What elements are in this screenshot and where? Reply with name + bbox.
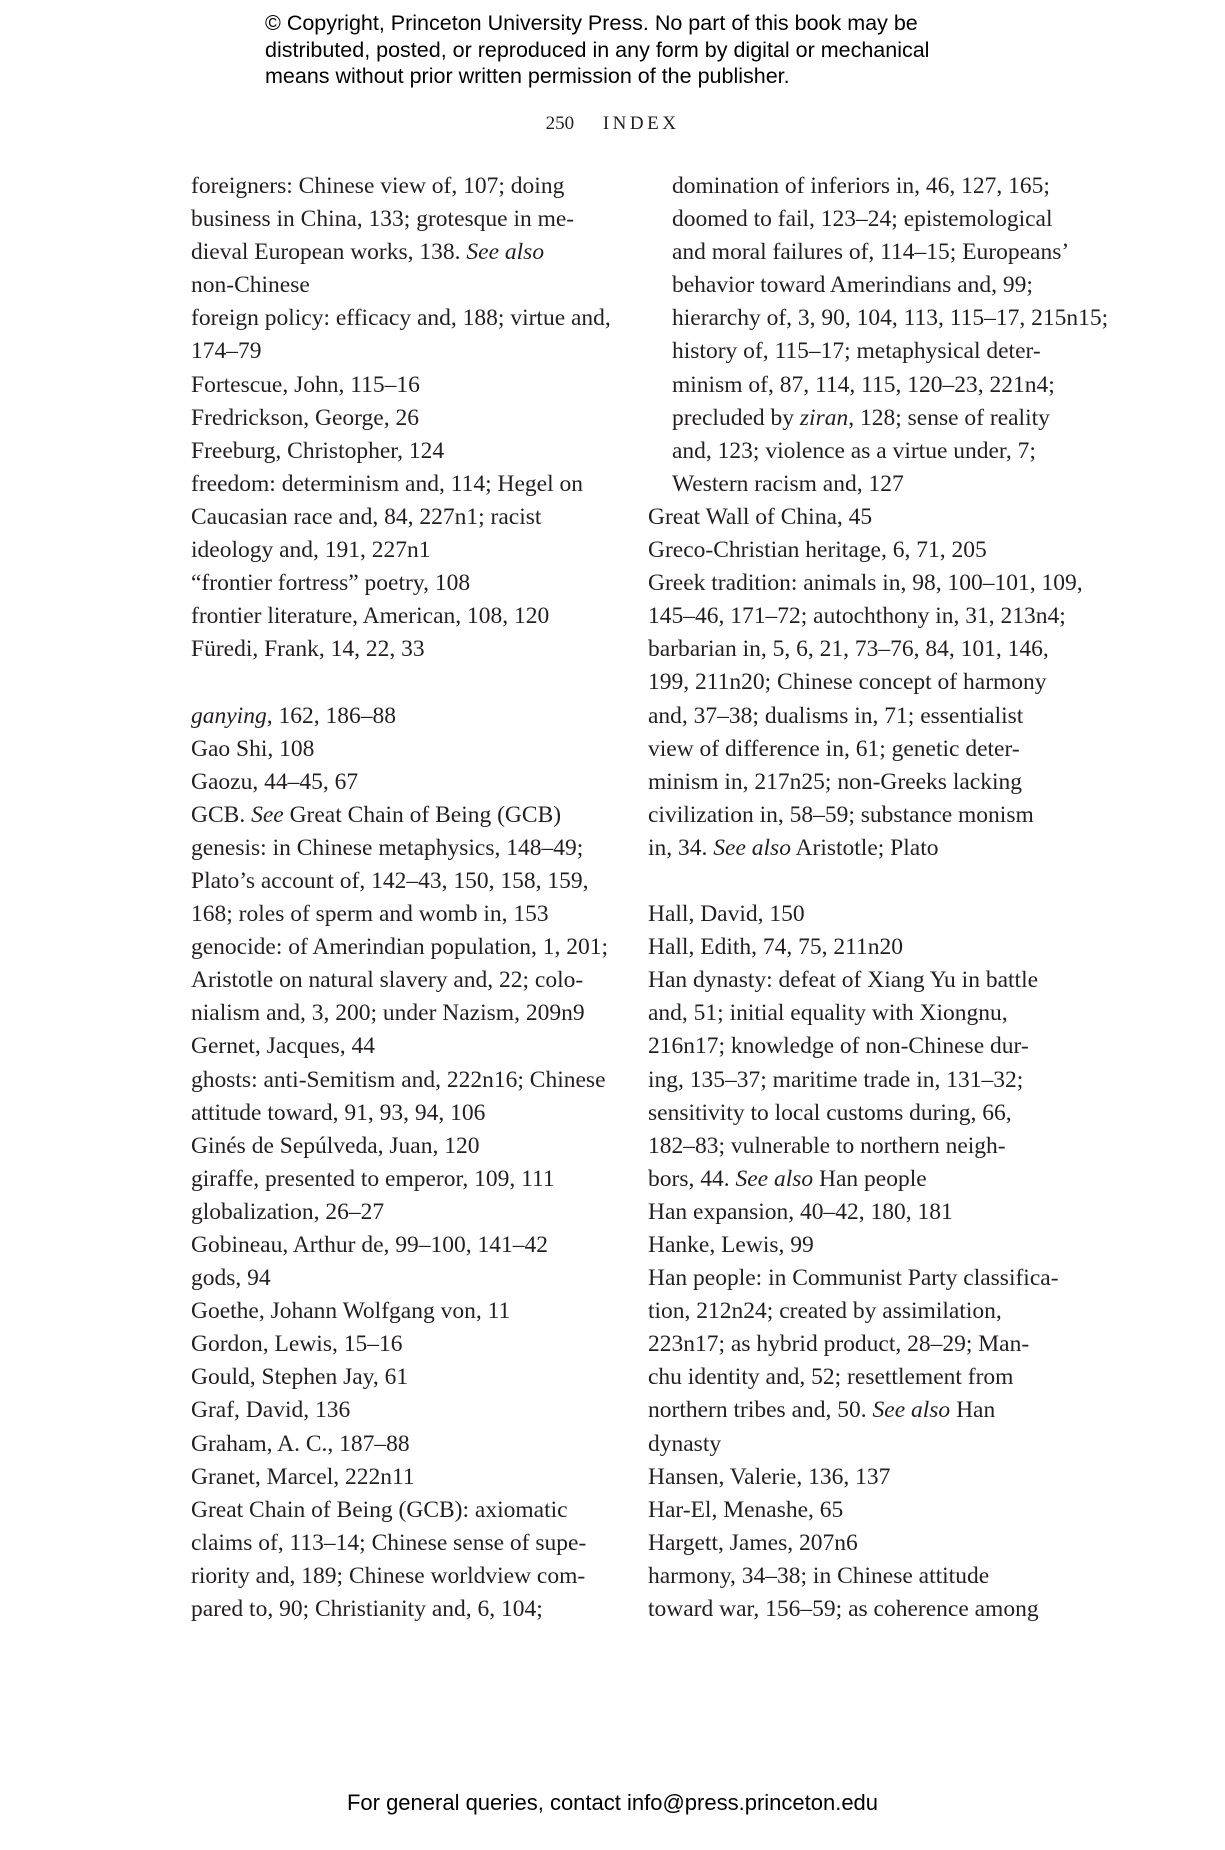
entry-text: Han expansion, 40–42, 180, 181 xyxy=(648,1198,953,1225)
index-entry-line xyxy=(191,1064,606,1097)
entry-text: and, 51; initial equality with Xiongnu, xyxy=(648,1000,1008,1027)
index-entry xyxy=(648,931,1063,964)
index-entry-line xyxy=(648,1030,1063,1063)
index-entry-line xyxy=(191,335,606,368)
index-entry xyxy=(191,302,611,368)
index-entry xyxy=(191,1196,606,1229)
entry-text: in, 34. xyxy=(648,834,714,861)
index-entry-line xyxy=(191,1527,606,1560)
index-entry-line xyxy=(191,832,606,865)
entry-text: view of difference in, 61; genetic deter- xyxy=(648,735,1020,762)
entry-text: globalization, 26–27 xyxy=(191,1198,385,1225)
index-entry-line xyxy=(648,1461,1063,1494)
entry-text: ing, 135–37; maritime trade in, 131–32; xyxy=(648,1066,1024,1093)
index-entry xyxy=(191,369,606,402)
entry-text: gods, 94 xyxy=(191,1265,271,1292)
entry-text: Caucasian race and, 84, 227n1; racist xyxy=(191,503,542,530)
index-entry-line xyxy=(191,1593,606,1626)
entry-text: Western racism and, 127 xyxy=(672,470,904,497)
index-entry-line xyxy=(648,1196,1063,1229)
index-entry-line xyxy=(672,203,1063,236)
index-entry xyxy=(191,1461,606,1494)
letter-section-gap xyxy=(648,865,1063,898)
index-entry-line xyxy=(191,435,606,468)
index-entry-line xyxy=(191,1328,606,1361)
entry-text: Har-El, Menashe, 65 xyxy=(648,1496,844,1523)
entry-text: northern tribes and, 50. xyxy=(648,1397,873,1424)
index-entry xyxy=(191,1130,606,1163)
entry-text: Graham, A. C., 187–88 xyxy=(191,1430,410,1457)
entry-text: Hansen, Valerie, 136, 137 xyxy=(648,1463,891,1490)
index-entry-line xyxy=(191,600,606,633)
index-entry xyxy=(648,898,1063,931)
index-entry xyxy=(648,1196,1063,1229)
index-entry xyxy=(648,1527,1063,1560)
entry-text: minism of, 87, 114, 115, 120–23, 221n4; xyxy=(672,371,1055,398)
entry-text: , 162, 186–88 xyxy=(266,702,396,729)
index-entry xyxy=(648,1262,1063,1461)
entry-text: and, 37–38; dualisms in, 71; essentialist xyxy=(648,702,1024,729)
entry-text: 145–46, 171–72; autochthony in, 31, 213n4; xyxy=(648,603,1066,630)
entry-text: 216n17; knowledge of non-Chinese dur- xyxy=(648,1033,1029,1060)
index-entry-line xyxy=(672,468,1063,501)
entry-text: Hall, Edith, 74, 75, 211n20 xyxy=(648,934,904,961)
entry-text: Graf, David, 136 xyxy=(191,1397,351,1424)
index-entry-line xyxy=(648,1295,1063,1328)
entry-text: sensitivity to local customs during, 66, xyxy=(648,1099,1012,1126)
index-entry-line xyxy=(648,1527,1063,1560)
index-entry-line xyxy=(191,898,606,931)
entry-text: foreigners: Chinese view of, 107; doing xyxy=(191,173,565,199)
entry-text: Gobineau, Arthur de, 99–100, 141–42 xyxy=(191,1232,549,1258)
entry-text: 223n17; as hybrid product, 28–29; Man- xyxy=(648,1331,1030,1358)
index-entry-line xyxy=(191,302,611,335)
italic-text: See also xyxy=(466,239,545,266)
entry-text: Hargett, James, 207n6 xyxy=(648,1529,858,1556)
index-entry xyxy=(648,1494,1063,1527)
entry-text: Great Wall of China, 45 xyxy=(648,503,873,530)
entry-text: nialism and, 3, 200; under Nazism, 209n9 xyxy=(191,1000,585,1027)
entry-text: Gould, Stephen Jay, 61 xyxy=(191,1364,409,1391)
entry-text: ghosts: anti-Semitism and, 222n16; Chinese xyxy=(191,1066,606,1093)
index-entry xyxy=(191,931,609,1030)
index-entry-line xyxy=(191,468,606,501)
index-entry-line xyxy=(191,1130,606,1163)
copyright-line: distributed, posted, or reproduced in any form by digital or mechanical xyxy=(265,37,930,62)
index-entry xyxy=(648,534,1063,567)
index-entry-line xyxy=(648,1328,1063,1361)
index-entry-line xyxy=(648,997,1063,1030)
entry-text: Füredi, Frank, 14, 22, 33 xyxy=(191,636,425,663)
entry-text: Freeburg, Christopher, 124 xyxy=(191,437,445,464)
entry-text: Gaozu, 44–45, 67 xyxy=(191,768,359,795)
entry-text: Great Chain of Being (GCB): axiomatic xyxy=(191,1496,568,1523)
index-entry-line xyxy=(648,1560,1063,1593)
index-entry-line xyxy=(648,898,1063,931)
entry-text: civilization in, 58–59; substance monism xyxy=(648,801,1034,828)
copyright-line: means without prior written permission of the publisher. xyxy=(265,64,790,88)
entry-text: bors, 44. xyxy=(648,1165,736,1192)
index-entry xyxy=(191,567,606,600)
entry-text: Gao Shi, 108 xyxy=(191,735,315,762)
index-entry xyxy=(191,733,606,766)
index-entry-line xyxy=(191,633,606,666)
index-column-left xyxy=(191,170,611,1626)
index-entry-line xyxy=(191,1030,606,1063)
index-entry xyxy=(648,1229,1063,1262)
index-entry-line xyxy=(191,931,609,964)
entry-text: history of, 115–17; metaphysical deter- xyxy=(672,338,1041,365)
italic-text: ganying xyxy=(191,702,267,729)
section-title: INDEX xyxy=(602,113,680,134)
index-entry-line xyxy=(648,1163,1063,1196)
index-entry-line xyxy=(648,1097,1063,1130)
italic-text: ziran xyxy=(799,404,849,431)
index-entry xyxy=(191,600,606,633)
index-entry-line xyxy=(191,402,606,435)
entry-text: attitude toward, 91, 93, 94, 106 xyxy=(191,1099,486,1126)
index-entry-line xyxy=(191,1461,606,1494)
entry-text: Aristotle on natural slavery and, 22; colo- xyxy=(191,967,584,994)
entry-text: dieval European works, 138. xyxy=(191,239,467,266)
entry-text: doomed to fail, 123–24; epistemological xyxy=(672,206,1053,233)
index-entry-line xyxy=(648,1394,1063,1427)
index-entry-line xyxy=(648,534,1063,567)
index-entry-line xyxy=(648,766,1063,799)
entry-text: minism in, 217n25; non-Greeks lacking xyxy=(648,768,1022,795)
entry-text: pared to, 90; Christianity and, 6, 104; xyxy=(191,1596,543,1623)
entry-text: Aristotle; Plato xyxy=(790,834,939,861)
entry-text: Granet, Marcel, 222n11 xyxy=(191,1463,415,1490)
index-entry xyxy=(648,1461,1063,1494)
index-entry xyxy=(191,1328,606,1361)
index-entry-line xyxy=(672,369,1063,402)
index-entry-line xyxy=(648,799,1063,832)
copyright-notice xyxy=(265,10,1025,90)
index-entry-line xyxy=(648,666,1063,699)
index-entry xyxy=(191,1030,606,1063)
italic-text: See xyxy=(251,801,284,828)
index-entry xyxy=(191,832,606,931)
index-entry-line xyxy=(191,1196,606,1229)
entry-text: and moral failures of, 114–15; Europeans’ xyxy=(672,239,1070,266)
index-entry-line xyxy=(648,733,1063,766)
index-entry-line xyxy=(191,203,606,236)
index-entry xyxy=(191,1262,606,1295)
index-entry-line xyxy=(191,1494,606,1527)
index-entry xyxy=(648,1560,1063,1626)
index-entry xyxy=(191,1394,606,1427)
entry-text: 168; roles of sperm and womb in, 153 xyxy=(191,901,549,928)
index-entry-line xyxy=(648,931,1063,964)
index-entry-line xyxy=(191,269,606,302)
index-entry-line xyxy=(648,1428,1063,1461)
index-entry-line xyxy=(191,964,606,997)
index-entry-line xyxy=(191,766,606,799)
entry-text: Fortescue, John, 115–16 xyxy=(191,371,420,398)
index-entry-line xyxy=(191,369,606,402)
italic-text: See also xyxy=(872,1397,951,1424)
entry-text: Great Chain of Being (GCB) xyxy=(283,801,562,828)
copyright-line: © Copyright, Princeton University Press. No part of this book may be xyxy=(265,11,918,35)
entry-text: business in China, 133; grotesque in me- xyxy=(191,206,575,233)
index-entry-line xyxy=(672,402,1063,435)
index-entry xyxy=(191,402,606,435)
index-entry xyxy=(191,435,606,468)
entry-text: Han people: in Communist Party classifica- xyxy=(648,1265,1059,1292)
entry-text: riority and, 189; Chinese worldview com- xyxy=(191,1562,586,1589)
index-entry-line xyxy=(672,435,1063,468)
entry-text: barbarian in, 5, 6, 21, 73–76, 84, 101, 146, xyxy=(648,636,1049,663)
page-number: 250 xyxy=(545,113,575,134)
index-entry-line xyxy=(191,1163,606,1196)
entry-text: Greek tradition: animals in, 98, 100–101, 109, xyxy=(648,570,1083,597)
entry-text: , 128; sense of reality xyxy=(848,404,1050,431)
index-entry-line xyxy=(648,1130,1063,1163)
index-entry-line xyxy=(648,1064,1063,1097)
entry-text: Han dynasty: defeat of Xiang Yu in battle xyxy=(648,967,1039,994)
index-entry-line xyxy=(191,1097,606,1130)
entry-text: claims of, 113–14; Chinese sense of supe- xyxy=(191,1529,587,1556)
entry-text: domination of inferiors in, 46, 127, 165; xyxy=(672,173,1050,199)
index-entry-line xyxy=(191,733,606,766)
letter-section-gap xyxy=(191,666,606,699)
entry-text: 199, 211n20; Chinese concept of harmony xyxy=(648,669,1047,696)
index-entry-line xyxy=(191,1428,606,1461)
index-entry xyxy=(648,964,1063,1196)
index-entry-continued xyxy=(648,170,1109,501)
entry-text: non-Chinese xyxy=(191,272,310,299)
index-entry-line xyxy=(191,865,606,898)
entry-text: giraffe, presented to emperor, 109, 111 xyxy=(191,1165,555,1192)
index-entry-line xyxy=(672,170,1063,203)
index-entry-line xyxy=(191,534,606,567)
entry-text: tion, 212n24; created by assimilation, xyxy=(648,1298,1002,1325)
entry-text: Greco-Christian heritage, 6, 71, 205 xyxy=(648,537,987,564)
index-entry-line xyxy=(648,1494,1063,1527)
entry-text: Hanke, Lewis, 99 xyxy=(648,1232,814,1258)
entry-text: dynasty xyxy=(648,1430,722,1457)
entry-text: Han xyxy=(950,1397,996,1424)
index-entry-line xyxy=(191,1560,606,1593)
index-entry xyxy=(648,567,1083,865)
entry-text: Gernet, Jacques, 44 xyxy=(191,1033,376,1060)
entry-text: foreign policy: efficacy and, 188; virtue and, xyxy=(191,305,611,332)
entry-text: Gordon, Lewis, 15–16 xyxy=(191,1331,403,1358)
index-entry-line xyxy=(648,964,1063,997)
entry-text: Fredrickson, George, 26 xyxy=(191,404,419,431)
index-entry-line xyxy=(672,269,1063,302)
index-entry-line xyxy=(191,1394,606,1427)
index-entry-line xyxy=(191,236,606,269)
index-entry xyxy=(191,1229,606,1262)
index-entry xyxy=(191,170,606,302)
entry-text: genocide: of Amerindian population, 1, 201; xyxy=(191,934,609,961)
entry-text: and, 123; violence as a virtue under, 7; xyxy=(672,437,1036,464)
index-entry xyxy=(191,1494,606,1626)
index-entry-line xyxy=(648,600,1066,633)
index-entry xyxy=(191,1361,606,1394)
index-entry xyxy=(191,1163,606,1196)
index-entry xyxy=(191,799,606,832)
entry-text: harmony, 34–38; in Chinese attitude xyxy=(648,1562,990,1589)
footer-contact: For general queries, contact info@press.princeton.edu xyxy=(346,1790,879,1815)
index-entry-line xyxy=(648,1229,1063,1262)
index-entry-line xyxy=(191,501,606,534)
running-head xyxy=(0,113,1225,135)
entry-text: chu identity and, 52; resettlement from xyxy=(648,1364,1014,1391)
index-entry-line xyxy=(648,700,1063,733)
entry-text: frontier literature, American, 108, 120 xyxy=(191,603,550,630)
index-entry-line xyxy=(191,997,606,1030)
entry-text: Han people xyxy=(813,1165,927,1192)
index-entry-line xyxy=(648,501,1063,534)
entry-text: Hall, David, 150 xyxy=(648,901,805,928)
index-entry-line xyxy=(191,1295,606,1328)
index-entry xyxy=(191,700,606,733)
index-entry-line xyxy=(648,832,1063,865)
entry-text: “frontier fortress” poetry, 108 xyxy=(191,570,471,597)
italic-text: See also xyxy=(713,834,791,861)
index-entry xyxy=(191,633,606,666)
index-entry-line xyxy=(191,1262,606,1295)
entry-text: behavior toward Amerindians and, 99; xyxy=(672,272,1033,299)
entry-text: precluded by xyxy=(672,404,800,431)
entry-text: 174–79 xyxy=(191,338,262,365)
index-entry xyxy=(191,1295,606,1328)
index-entry-line xyxy=(191,567,606,600)
index-entry xyxy=(191,766,606,799)
entry-text: Plato’s account of, 142–43, 150, 158, 159, xyxy=(191,867,589,894)
index-entry-line xyxy=(191,1229,606,1262)
entry-text: toward war, 156–59; as coherence among xyxy=(648,1596,1039,1623)
index-entry xyxy=(191,468,606,567)
entry-text: ideology and, 191, 227n1 xyxy=(191,537,431,564)
index-entry-line xyxy=(648,1593,1063,1626)
index-entry-line xyxy=(191,700,606,733)
index-entry-line xyxy=(648,567,1083,600)
index-entry xyxy=(191,1428,606,1461)
index-entry-line xyxy=(191,799,606,832)
index-column-right xyxy=(648,170,1109,1626)
entry-text: Goethe, Johann Wolfgang von, 11 xyxy=(191,1298,511,1325)
entry-text: genesis: in Chinese metaphysics, 148–49; xyxy=(191,834,584,861)
entry-text: hierarchy of, 3, 90, 104, 113, 115–17, 215n15; xyxy=(672,305,1109,332)
index-entry-line xyxy=(191,170,606,203)
index-entry-line xyxy=(672,236,1070,269)
entry-text: freedom: determinism and, 114; Hegel on xyxy=(191,470,583,497)
entry-text: 182–83; vulnerable to northern neigh- xyxy=(648,1132,1006,1159)
index-entry-line xyxy=(191,1361,606,1394)
index-entry xyxy=(191,1064,606,1130)
index-entry-line xyxy=(648,633,1063,666)
italic-text: See also xyxy=(735,1165,814,1192)
entry-text: Ginés de Sepúlveda, Juan, 120 xyxy=(191,1132,480,1159)
index-entry-line xyxy=(648,1361,1063,1394)
index-entry-line xyxy=(672,302,1109,335)
index-entry-line xyxy=(672,335,1063,368)
index-entry xyxy=(648,501,1063,534)
entry-text: GCB. xyxy=(191,801,252,828)
index-entry-line xyxy=(648,1262,1063,1295)
